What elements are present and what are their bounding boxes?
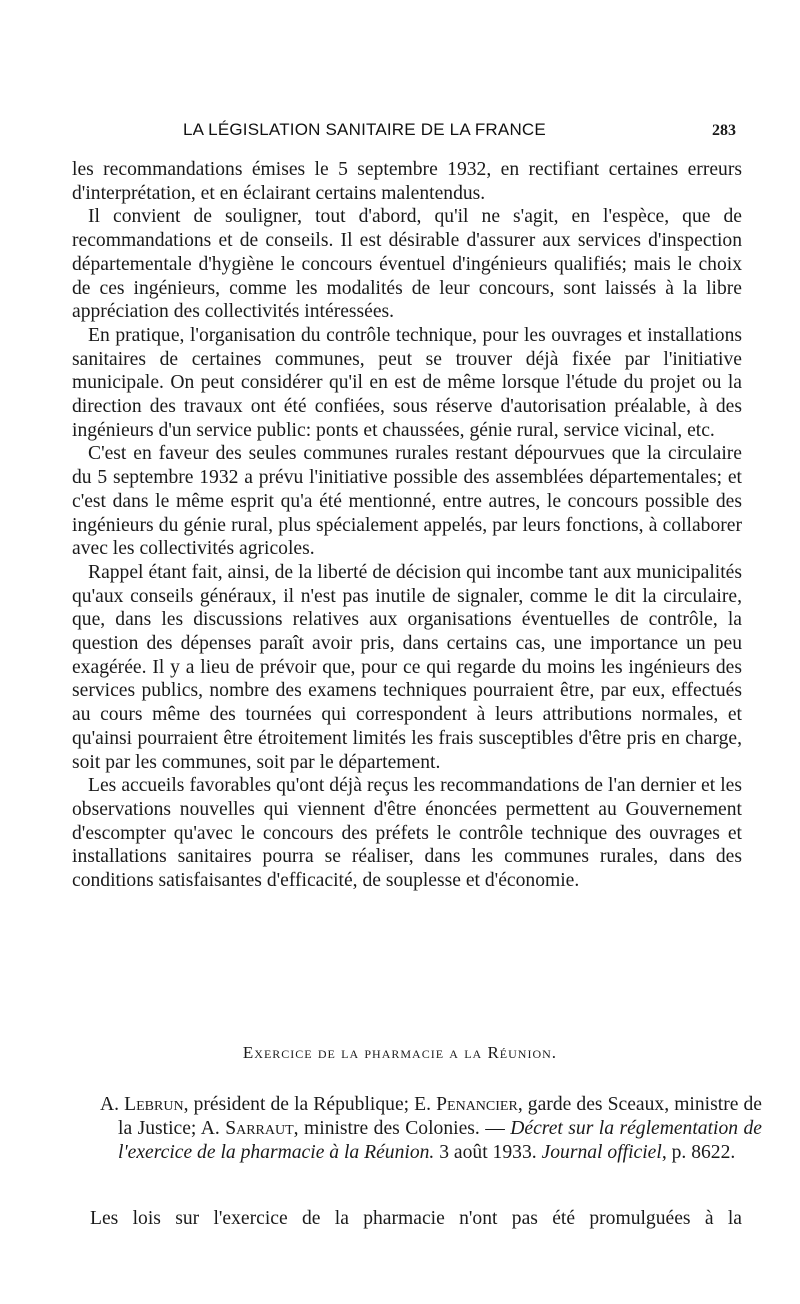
running-title: LA LÉGISLATION SANITAIRE DE LA FRANCE [183, 120, 546, 139]
decree-text: , ministre des Colonies. — [293, 1118, 511, 1139]
paragraph: Il convient de souligner, tout d'abord, qu'il ne s'agit, en l'espèce, que de recommandations et de conseils. Il est désirable d'assurer aux services d'inspection départementale d'hygiène le concours éventuel d'ingénieurs qualifiés; mais le choix de ces ingénieurs, comme les modalités de leur concours, sont laissés à la libre appréciation des collectivités intéressées. [72, 206, 742, 323]
decree-citation [100, 1093, 762, 1165]
paragraph: En pratique, l'organisation du contrôle technique, pour les ouvrages et installations sanitaires de certaines communes, peut se trouver déjà fixée par l'initiative municipale. On peut considérer qu'il en est de même lorsque l'étude du projet ou la direction des travaux ont été confiées, sous réserve d'autorisation préalable, à des ingénieurs d'un service public: ponts et chaussées, génie rural, service vicinal, etc. [72, 324, 742, 441]
decree-text: , garde des Sceaux, ministre de la Justice; A. [118, 1094, 762, 1139]
decree-text: , président de la République; E. [183, 1094, 437, 1115]
decree-text: , p. 8622. [661, 1142, 736, 1163]
decree-name: Lebrun [124, 1094, 184, 1115]
page-number: 283 [712, 122, 736, 139]
decree-name: Sarraut [225, 1118, 294, 1139]
decree-name: Penancier [436, 1094, 518, 1115]
journal-title: Journal officiel [541, 1142, 662, 1163]
paragraph: C'est en faveur des seules communes rurales restant dépourvues que la circulaire du 5 septembre 1932 a prévu l'initiative possible des assemblées départementales; et c'est dans le même esprit qu'a été mentionné, entre autres, le concours possible des ingénieurs du génie rural, plus spécialement appelés, par leurs fonctions, à collaborer avec les collectivités agricoles. [72, 443, 742, 560]
paragraph: les recommandations émises le 5 septembre 1932, en rectifiant certaines erreurs d'interprétation, et en éclairant certains malentendus. [72, 159, 742, 204]
body-text [72, 158, 742, 893]
decree-text: 3 août 1933. [434, 1142, 542, 1163]
decree-title: Décret sur la réglementation de l'exercice de la pharmacie à la Réunion. [118, 1118, 763, 1163]
section-heading: Exercice de la pharmacie a la Réunion. [242, 1043, 558, 1062]
paragraph: Rappel étant fait, ainsi, de la liberté de décision qui incombe tant aux municipalités qu'aux conseils généraux, il n'est pas inutile de signaler, comme le dit la circulaire, que, dans les discussions relatives aux organisations éventuelles de contrôle, la question des dépenses paraît avoir pris, dans certains cas, une importance un peu exagérée. Il y a lieu de prévoir que, pour ce qui regarde du moins les ingénieurs des services publics, nombre des examens techniques pourraient être, par eux, effectués au cours même des tournées qui correspondent à leurs attributions normales, et qu'ainsi pourraient être étroitement limités les frais susceptibles d'être pris en charge, soit par les communes, soit par le département. [72, 561, 742, 773]
decree-text: A. [100, 1094, 125, 1115]
paragraph-start: Les lois sur l'exercice de la pharmacie n'ont pas été promulguées à la [90, 1208, 742, 1229]
paragraph: Les accueils favorables qu'ont déjà reçus les recommandations de l'an dernier et les observations nouvelles qui viennent d'être énoncées permettent au Gouvernement d'escompter qu'avec le concours des préfets le contrôle technique des ouvrages et installations sanitaires pourra se réaliser, dans les communes rurales, dans des conditions satisfaisantes d'efficacité, de souplesse et d'économie. [72, 775, 742, 892]
